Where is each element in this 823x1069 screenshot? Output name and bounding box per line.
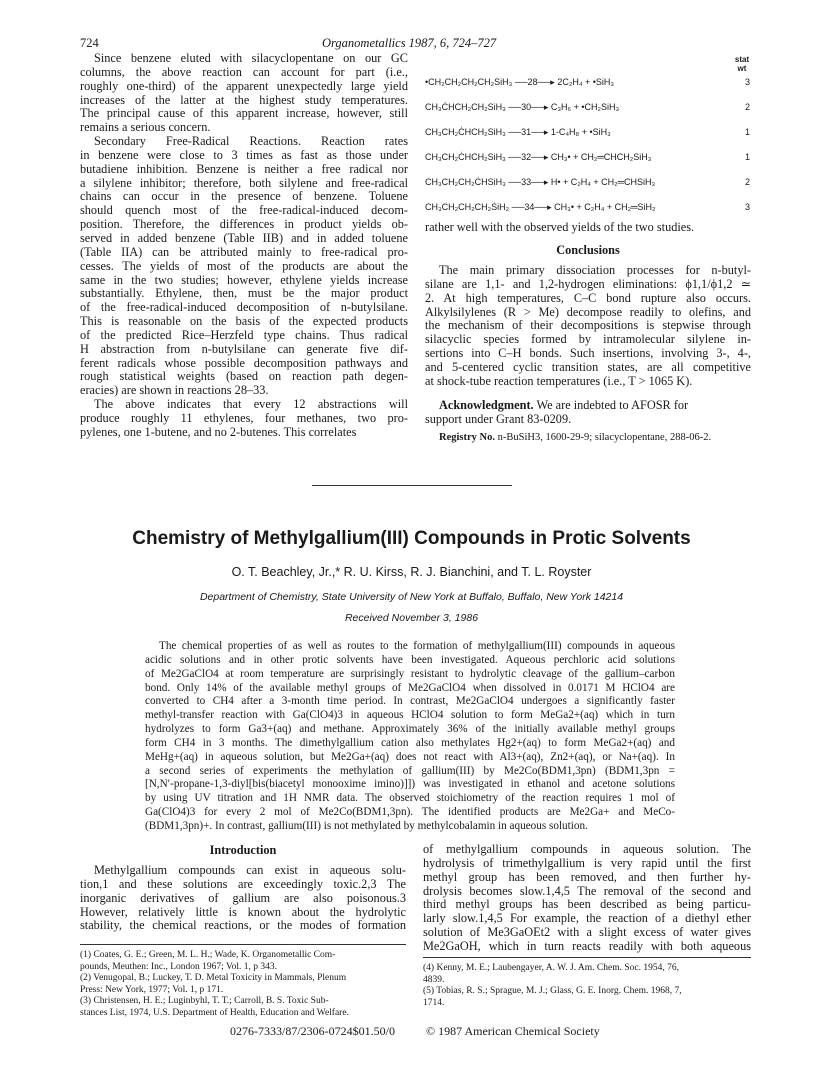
abstract-line: MeHg+(aq) in aqueous solution, but Me2Ga+(aq) does not react with Al3+(aq), Zn2+(aq), or Na+(aq). In: [145, 750, 675, 763]
left-column-line: Since benzene eluted with silacyclopentane on our GC: [94, 51, 408, 65]
article-title: Chemistry of Methylgallium(III) Compounds in Protic Solvents: [132, 528, 691, 549]
footnote-left-line: Press: New York, 1977; Vol. 1, p 171.: [80, 984, 224, 995]
footnotes-right: [423, 963, 753, 1009]
footnote-left-line: (1) Coates, G. E.; Green, M. L. H.; Wade, K. Organometallic Com-: [80, 950, 336, 960]
footnote-left-line: stances List, 1974, U.S. Department of Health, Education and Welfare.: [80, 1007, 349, 1018]
registry-label: Registry No.: [439, 432, 495, 443]
introduction-left-line: inorganic derivatives of gallium are also poisonous.3: [80, 890, 406, 905]
introduction-right-line: third methyl groups has been described as being particu-: [423, 897, 751, 912]
introduction-left-line: However, relatively little is known about the hydrolytic: [80, 904, 406, 919]
left-column-line: produce roughly 11 ethylenes, four methanes, two pro-: [80, 410, 408, 425]
left-column-line: chains can occur in the presence of benzene. Toluene: [80, 189, 408, 204]
left-column-line: of the free-radical-induced decomposition of n-butylsilane.: [80, 300, 408, 315]
left-column-line: of the predicted Rice–Herzfeld type chains. Thus radical: [80, 327, 408, 342]
left-column-line: remains a serious concern.: [80, 120, 211, 135]
left-column-line: (Table IIA) can be attributed mainly to free-radical pro-: [80, 244, 408, 259]
conclusions-line: 2. At high temperatures, C–C bond rupture also occurs.: [425, 290, 751, 305]
conclusions-line: The main primary dissociation processes for n-butyl-: [439, 263, 751, 277]
footnote-right-line: (5) Tobias, R. S.; Sprague, M. J.; Glass, G. E. Inorg. Chem. 1968, 7,: [423, 986, 682, 997]
introduction-left-line: stability, the chemical reactions, or the modes of formation: [80, 918, 406, 933]
reaction-equation: CH₃CH₂ĊHCH₂SiH₃ ──32──▸ CH₃• + CH₂═CHCH₂SiH₃: [425, 152, 652, 162]
abstract-line: form CH4 in 3 months. The dimethylgallium cation also methylates Hg2+(aq) to form MeGa2+(aq) and: [145, 736, 675, 749]
conclusions-line: and 5-centered cyclic transition states, are all competitive: [425, 359, 751, 374]
registry-numbers: [439, 432, 765, 443]
footnote-rule-right: [423, 957, 751, 958]
stat-wt-header: stat wt: [734, 55, 750, 73]
left-column-line: The above indicates that every 12 abstractions will: [94, 397, 408, 412]
conclusions-line: silane are 1,1- and 1,2-hydrogen eliminations: ϕ1,1/ϕ1,2 ≃: [425, 276, 751, 291]
left-column-line: Secondary Free-Radical Reactions. Reaction rates: [94, 134, 408, 149]
abstract-line: bond. Only 14% of the available methyl groups of Me2GaClO4 when dissolved in 0.0171 M HClO4 are: [145, 681, 675, 694]
acknowledgment-line-1: We are indebted to AFOSR for: [536, 398, 689, 412]
introduction-right-line: methyl group has been removed, and then further hy-: [423, 869, 751, 884]
abstract-line: Ga(ClO4)3 for every 2 mol of Me2Co(BDM1,3pn). The identified products are Me2Ga+ and MeCo-: [145, 806, 675, 819]
introduction-right-line: drolysis becomes slow.1,4,5 The removal of the second and: [423, 883, 751, 898]
received-date: Received November 3, 1986: [344, 612, 479, 624]
statistical-weight: 3: [744, 202, 750, 212]
left-column-line: rough statistical weights (based on reaction path degen-: [80, 369, 408, 384]
introduction-right-line: of methylgallium compounds in aqueous solution. The: [423, 842, 751, 856]
introduction-heading: Introduction: [209, 843, 277, 857]
footer-copyright: © 1987 American Chemical Society: [426, 1024, 600, 1038]
left-column-line: The principal cause of this apparent increase, however, still: [80, 106, 408, 121]
conclusions-line: sertions into C–H bonds. Such insertions, involving 3-, 4-,: [425, 346, 751, 361]
conclusions-line: at shock-tube reaction temperatures (i.e., T > 1065 K).: [425, 373, 693, 388]
introduction-right-line: solution of Me3GaOEt2 with a slight excess of water gives: [423, 925, 751, 940]
abstract-line: converted to CH4 after a 3-month time period. In contrast, Me2GaClO4 undergoes a significantly faster: [145, 695, 675, 708]
conclusions-text: [425, 264, 751, 389]
abstract-line: [N,N′-propane-1,3-diyl[bis(biacetyl monooxime imino)]]) was investigated in ethanol and acetone solutions: [145, 778, 675, 791]
left-column-line: roughly one-third) of the apparent unexpectedly large yield: [80, 78, 408, 93]
left-column-line: This is reasonable on the basis of the expected products: [80, 314, 408, 329]
reaction-equation: •CH₂CH₂CH₂CH₂SiH₃ ──28──▸ 2C₂H₄ + •SiH₃: [425, 77, 615, 87]
left-column-text: [80, 52, 408, 440]
reaction-equation: CH₃CH₂CH₂ĊHSiH₃ ──33──▸ H• + C₂H₄ + CH₂═CHSiH₃: [425, 177, 656, 187]
statistical-weight: 3: [744, 77, 750, 87]
conclusions-line: silacyclic species formed by intramolecular silylene in-: [425, 332, 751, 347]
introduction-right-text: [423, 843, 751, 954]
conclusions-line: Alkylsilylenes (R > Me) decompose readily to olefins, and: [425, 304, 751, 319]
left-column-line: pylenes, one 1-butene, and no 2-butenes. This correlates: [80, 424, 357, 439]
footnote-left-line: (3) Christensen, H. E.; Luginbyhl, T. T.; Carroll, B. S. Toxic Sub-: [80, 996, 329, 1007]
page-number: 724: [80, 36, 99, 50]
conclusions-heading: Conclusions: [556, 243, 620, 257]
abstract-line: (BDM1,3pn)+. In contrast, gallium(III) is not methylated by methylcobalamin in aqueous solution.: [145, 819, 588, 832]
footnote-right-line: 1714.: [423, 997, 445, 1008]
statistical-weight: 1: [744, 152, 750, 162]
footer-code: 0276-7333/87/2306-0724$01.50/0: [230, 1024, 395, 1038]
reaction-row: [425, 197, 750, 220]
reaction-conclusion-line: rather well with the observed yields of the two studies.: [425, 220, 695, 234]
reaction-row: [425, 147, 750, 170]
conclusions-line: the mechanism of their decompositions is stepwise through: [425, 318, 751, 333]
introduction-right-line: hydrolysis of trimethylgallium is very rapid until the first: [423, 855, 751, 870]
abstract-line: The chemical properties of as well as routes to the formation of methylgallium(III) compounds in aqueous: [159, 640, 675, 652]
abstract-line: acidic solutions and in other protic solvents have been investigated. Aqueous perchloric acid solutions: [145, 653, 675, 666]
abstract-line: a second series of experiments the methylation of gallium(III) by Me2Co(BDM1,3pn) (BDM1,3pn =: [145, 764, 675, 777]
running-title: Organometallics 1987, 6, 724–727: [322, 36, 497, 50]
reaction-equation: CH₃CH₂CH₂CH₂ṠiH₂ ──34──▸ CH₃• + C₂H₄ + CH₂═SiH₂: [425, 202, 656, 212]
left-column-line: a silylene inhibitor; therefore, both silylene and free-radical: [80, 175, 408, 190]
statistical-weight: 1: [744, 127, 750, 137]
statistical-weight: 2: [744, 102, 750, 112]
left-column-line: butadiene inhibition. Benzene is neither a free radical nor: [80, 161, 408, 176]
introduction-right-line: Me2GaOH, which in turn reacts readily with both aqueous: [423, 938, 751, 953]
abstract-line: methyl-transfer reaction with Ga(ClO4)3 in aqueous HClO4 solution to form MeGa2+(aq) which in turn: [145, 709, 675, 722]
footnote-left-line: pounds, Meuthen: Inc., London 1967; Vol. 1, p 343.: [80, 961, 278, 972]
abstract-line: by using UV titration and 1H NMR data. The observed stoichiometry of the reaction requires 1 mol of: [145, 792, 675, 805]
left-column-line: increases of the latter at the highest study temperatures.: [80, 92, 408, 107]
left-column-line: cesses. The yields of most of the products are about the: [80, 258, 408, 273]
abstract-line: of Me2GaClO4 at room temperature are surprisingly resistant to hydrolytic cleavage of the gallium–carbon: [145, 667, 675, 680]
reaction-row: [425, 97, 750, 120]
reaction-equation: CH₃CH₂ĊHCH₂SiH₃ ──31──▸ 1-C₄H₈ + •SiH₃: [425, 127, 611, 137]
acknowledgment-line-2: support under Grant 83-0209.: [425, 411, 572, 426]
left-column-line: same in the two studies; however, ethylene yields increase: [80, 272, 408, 287]
reaction-equation: CH₃ĊHCH₂CH₂SiH₃ ──30──▸ C₃H₆ + •CH₂SiH₃: [425, 102, 620, 112]
statistical-weight: 2: [744, 177, 750, 187]
left-column-line: position. Therefore, the differences in product yields ob-: [80, 217, 408, 232]
footnotes-left: [80, 950, 410, 1020]
introduction-left-line: Methylgallium compounds can exist in aqueous solu-: [94, 863, 406, 877]
left-column-line: columns, the above reaction can account for part (i.e.,: [80, 64, 408, 79]
article-affiliation: Department of Chemistry, State University of New York at Buffalo, Buffalo, New York 14214: [199, 591, 624, 603]
abstract-line: hydrolyzes to form Ga3+(aq) and methane. Approximately 36% of the initially available methyl groups: [145, 723, 675, 736]
left-column-line: in benzene were close to 3 times as fast as those under: [80, 147, 408, 162]
introduction-left-text: [80, 864, 406, 933]
left-column-line: served in added benzene (Table IIB) and in added toluene: [80, 230, 408, 245]
reaction-row: [425, 172, 750, 195]
reaction-row: [425, 72, 750, 95]
left-column-line: should quench most of the free-radical-induced decom-: [80, 203, 408, 218]
introduction-left-line: tion,1 and these solutions are exceedingly toxic.2,3 The: [80, 876, 406, 891]
footnote-right-line: 4839.: [423, 974, 445, 985]
abstract-text: [145, 640, 675, 834]
registry-text: n-BuSiH3, 1600-29-9; silacyclopentane, 288-06-2.: [497, 432, 712, 443]
left-column-line: ferent radicals whose possible decomposition pathways and: [80, 355, 408, 370]
acknowledgment-label: Acknowledgment.: [439, 398, 534, 412]
footnote-right-line: (4) Kenny, M. E.; Laubengayer, A. W. J. Am. Chem. Soc. 1954, 76,: [423, 963, 680, 973]
article-authors: O. T. Beachley, Jr.,* R. U. Kirss, R. J. Bianchini, and T. L. Royster: [231, 565, 592, 579]
footnote-left-line: (2) Venugopal, B.; Luckey, T. D. Metal Toxicity in Mammals, Plenum: [80, 973, 347, 984]
introduction-right-line: larly slow.1,4,5 For example, the reaction of a diethyl ether: [423, 911, 751, 926]
reaction-row: [425, 122, 750, 145]
article-divider: [312, 485, 512, 486]
acknowledgment: [425, 399, 751, 427]
footnote-rule-left: [80, 944, 406, 945]
left-column-line: eracies) are shown in reactions 28–33.: [80, 383, 269, 398]
left-column-line: H abstraction from n-butylsilane can generate five dif-: [80, 341, 408, 356]
left-column-line: substantially. Ethylene, then, must be the major product: [80, 286, 408, 301]
